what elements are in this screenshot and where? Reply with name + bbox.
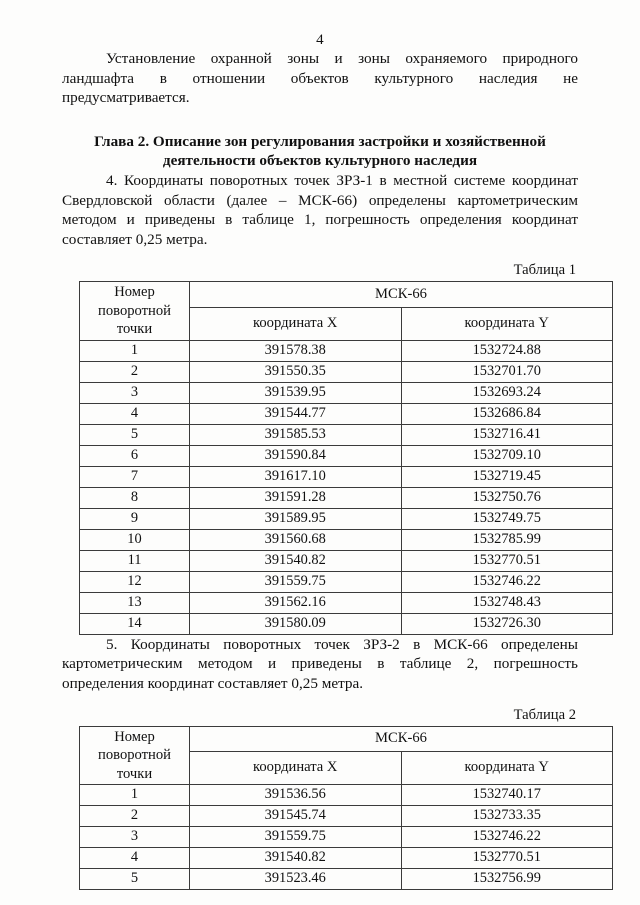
cell-coord-y: 1532733.35: [401, 806, 613, 827]
cell-coord-y: 1532750.76: [401, 487, 613, 508]
table-row: [80, 613, 613, 634]
cell-coord-x: 391559.75: [190, 571, 402, 592]
cell-coord-y: 1532740.17: [401, 785, 613, 806]
cell-coord-y: 1532749.75: [401, 508, 613, 529]
cell-point-number: 8: [80, 487, 190, 508]
cell-coord-y: 1532686.84: [401, 403, 613, 424]
table-row: [80, 827, 613, 848]
cell-point-number: 2: [80, 806, 190, 827]
cell-coord-y: 1532726.30: [401, 613, 613, 634]
cell-point-number: 4: [80, 403, 190, 424]
cell-point-number: 1: [80, 340, 190, 361]
cell-point-number: 3: [80, 382, 190, 403]
table-row: [80, 382, 613, 403]
cell-point-number: 6: [80, 445, 190, 466]
cell-coord-y: 1532693.24: [401, 382, 613, 403]
cell-coord-x: 391591.28: [190, 487, 402, 508]
paragraph-intro: Установление охранной зоны и зоны охраняемого природного ландшафта в отношении объектов культурного наследия не предусматривается.: [62, 50, 578, 107]
cell-coord-x: 391617.10: [190, 466, 402, 487]
cell-point-number: 11: [80, 550, 190, 571]
table-row: [80, 550, 613, 571]
table-row: [80, 361, 613, 382]
table1-header-system: МСК-66: [190, 282, 613, 308]
cell-coord-y: 1532716.41: [401, 424, 613, 445]
table2-header-point-number: Номер поворотной точки: [80, 726, 190, 785]
cell-coord-y: 1532770.51: [401, 848, 613, 869]
cell-coord-x: 391544.77: [190, 403, 402, 424]
cell-coord-x: 391550.35: [190, 361, 402, 382]
table2-header-coord-y: координата Y: [401, 752, 613, 785]
table-row: [80, 869, 613, 890]
cell-point-number: 2: [80, 361, 190, 382]
chapter-heading: Глава 2. Описание зон регулирования застройки и хозяйственной деятельности объектов культурного наследия: [94, 132, 546, 170]
cell-coord-x: 391559.75: [190, 827, 402, 848]
cell-point-number: 4: [80, 848, 190, 869]
cell-coord-y: 1532748.43: [401, 592, 613, 613]
table2-caption: Таблица 2: [513, 706, 576, 723]
cell-coord-x: 391589.95: [190, 508, 402, 529]
cell-coord-x: 391540.82: [190, 550, 402, 571]
table-row: [80, 340, 613, 361]
cell-point-number: 5: [80, 869, 190, 890]
cell-point-number: 14: [80, 613, 190, 634]
table-row: [80, 403, 613, 424]
cell-coord-y: 1532746.22: [401, 827, 613, 848]
paragraph-item-5: 5. Координаты поворотных точек ЗРЗ-2 в МСК-66 определены картометрическим методом и приведены в таблице 2, погрешность определения координат составляет 0,25 метра.: [62, 635, 578, 693]
coordinates-table-2: [79, 726, 613, 891]
cell-point-number: 10: [80, 529, 190, 550]
cell-coord-x: 391523.46: [190, 869, 402, 890]
cell-coord-y: 1532719.45: [401, 466, 613, 487]
paragraph-item-4: 4. Координаты поворотных точек ЗРЗ-1 в местной системе координат Свердловской области (далее – МСК-66) определены картометрическим методом и приведены в таблице 1, погрешность определения координат составляет 0,25 метра.: [62, 171, 578, 248]
cell-coord-x: 391540.82: [190, 848, 402, 869]
cell-point-number: 3: [80, 827, 190, 848]
coordinates-table-1: [79, 281, 613, 635]
table2-header-row-1: [80, 726, 613, 752]
table1-head: [80, 282, 613, 341]
table2-head: [80, 726, 613, 785]
table1-header-row-1: [80, 282, 613, 308]
cell-point-number: 12: [80, 571, 190, 592]
table2-header-system: МСК-66: [190, 726, 613, 752]
cell-coord-y: 1532724.88: [401, 340, 613, 361]
table-row: [80, 508, 613, 529]
table-row: [80, 848, 613, 869]
cell-coord-x: 391560.68: [190, 529, 402, 550]
cell-coord-x: 391545.74: [190, 806, 402, 827]
table2-body: [80, 785, 613, 890]
page-number: 4: [316, 32, 324, 48]
cell-coord-y: 1532709.10: [401, 445, 613, 466]
cell-coord-x: 391580.09: [190, 613, 402, 634]
cell-coord-x: 391536.56: [190, 785, 402, 806]
cell-coord-x: 391539.95: [190, 382, 402, 403]
cell-coord-y: 1532770.51: [401, 550, 613, 571]
table-row: [80, 785, 613, 806]
table-row: [80, 487, 613, 508]
cell-coord-y: 1532756.99: [401, 869, 613, 890]
table-row: [80, 424, 613, 445]
page-content: [62, 0, 578, 890]
cell-coord-y: 1532701.70: [401, 361, 613, 382]
table1-caption: Таблица 1: [513, 262, 576, 279]
cell-coord-x: 391585.53: [190, 424, 402, 445]
cell-coord-y: 1532785.99: [401, 529, 613, 550]
table-row: [80, 529, 613, 550]
table1-body: [80, 340, 613, 634]
table-row: [80, 806, 613, 827]
table1-header-point-number: Номер поворотной точки: [80, 282, 190, 341]
cell-coord-x: 391578.38: [190, 340, 402, 361]
cell-point-number: 7: [80, 466, 190, 487]
table2-header-coord-x: координата X: [190, 752, 402, 785]
cell-coord-y: 1532746.22: [401, 571, 613, 592]
table1-header-coord-x: координата X: [190, 307, 402, 340]
table-row: [80, 592, 613, 613]
table-row: [80, 466, 613, 487]
table1-header-coord-y: координата Y: [401, 307, 613, 340]
cell-point-number: 5: [80, 424, 190, 445]
cell-point-number: 9: [80, 508, 190, 529]
cell-point-number: 13: [80, 592, 190, 613]
cell-coord-x: 391562.16: [190, 592, 402, 613]
cell-coord-x: 391590.84: [190, 445, 402, 466]
cell-point-number: 1: [80, 785, 190, 806]
table-row: [80, 445, 613, 466]
table-row: [80, 571, 613, 592]
